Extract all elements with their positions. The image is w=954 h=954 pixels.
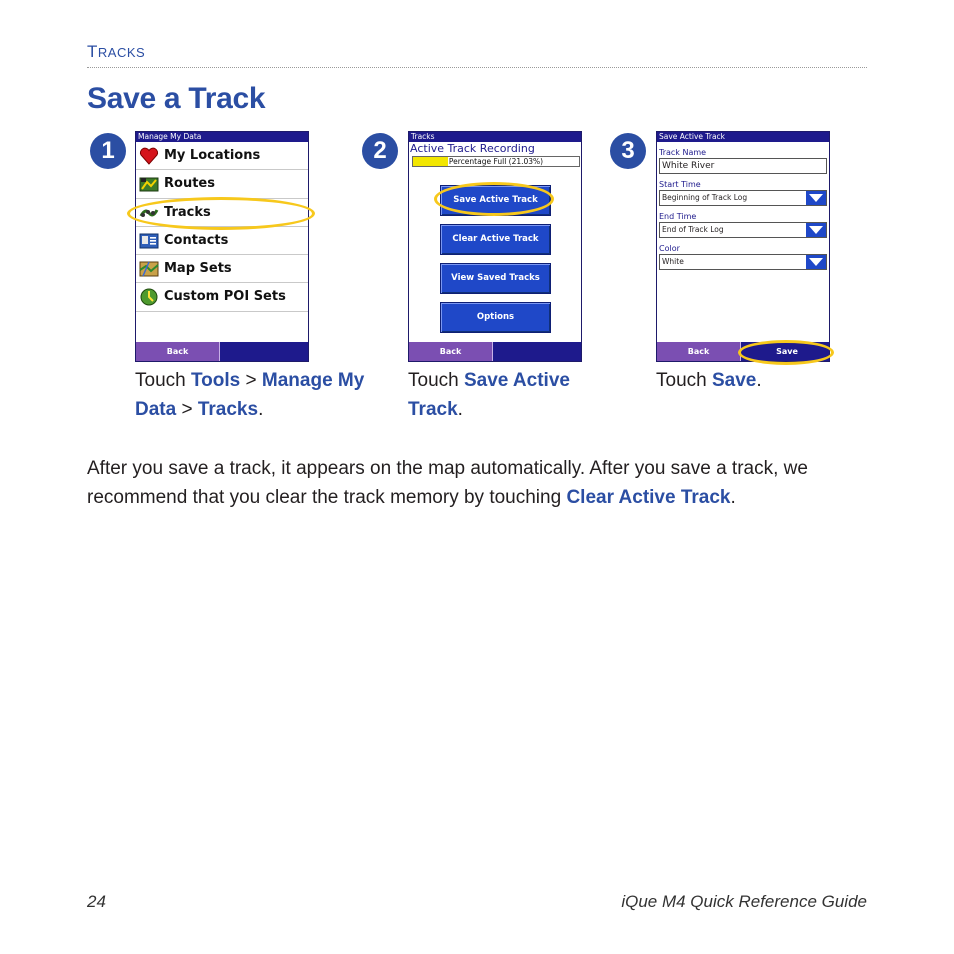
highlight-oval-tracks [127,197,315,230]
caption-text: Touch [408,370,464,391]
end-time-value: End of Track Log [662,225,724,234]
start-time-select[interactable] [659,190,827,206]
options-button[interactable]: Options [440,302,551,333]
paragraph-bold: Clear Active Track [566,487,731,508]
section-header-rest: RACKS [97,45,146,60]
section-header-initial: T [87,42,98,61]
step-number-2: 2 [362,133,398,169]
section-header [87,42,145,62]
map-icon [139,260,159,278]
color-select[interactable] [659,254,827,270]
back-button[interactable]: Back [136,342,220,361]
track-memory-progress-bar [412,156,580,167]
screen-title: Tracks [409,132,581,142]
chevron-down-icon[interactable] [806,191,826,205]
track-name-value: White River [662,161,715,171]
menu-item-label: Custom POI Sets [164,289,286,305]
color-label: Color [659,244,680,253]
highlight-oval-save-active-track [434,182,554,216]
caption-text: Touch [135,370,191,391]
view-saved-tracks-button[interactable]: View Saved Tracks [440,263,551,294]
track-name-label: Track Name [659,148,707,157]
paragraph-text: After you save a track, it appears on the map automatically. After you save a track, we recommend that you clear the track memory by touching [87,458,808,508]
menu-item-label: My Locations [164,148,261,163]
menu-item-my-locations[interactable] [136,142,308,170]
section-divider [87,67,867,68]
caption-text: . [756,370,762,391]
menu-item-custom-poi-sets[interactable] [136,283,308,311]
device-screen-save-active-track [656,131,830,362]
menu-item-label: Contacts [164,232,229,248]
step-2-caption [408,366,608,424]
menu-item-map-sets[interactable] [136,255,308,283]
step-1-caption [135,366,375,424]
page-number: 24 [87,892,106,911]
guide-title: iQue M4 Quick Reference Guide [621,892,867,911]
chevron-down-icon[interactable] [806,223,826,237]
step-3-caption [656,366,856,395]
end-time-select[interactable] [659,222,827,238]
end-time-label: End Time [659,212,697,221]
caption-bold: Manage My Data [135,370,365,420]
caption-text: . [457,399,463,420]
save-button[interactable]: Save [776,347,798,356]
screen-bottom-bar [409,342,581,361]
caption-text: Touch [656,370,712,391]
highlight-oval-save [738,340,834,365]
start-time-label: Start Time [659,180,701,189]
body-paragraph [87,454,877,512]
device-screen-manage-my-data [135,131,309,362]
back-button[interactable]: Back [409,342,493,361]
menu-item-label: Map Sets [164,261,232,277]
caption-bold: Save [711,370,757,391]
start-time-value: Beginning of Track Log [662,193,748,202]
screen-title: Manage My Data [136,132,308,142]
menu-item-contacts[interactable] [136,227,308,255]
chevron-down-icon[interactable] [806,255,826,269]
screen-title: Save Active Track [657,132,829,142]
step-number-1: 1 [90,133,126,169]
caption-bold: Tools [190,370,241,391]
step-number-3: 3 [610,133,646,169]
caption-text: . [258,399,264,420]
screen-bottom-bar [136,342,308,361]
clear-active-track-button[interactable]: Clear Active Track [440,224,551,255]
caption-bold: Tracks [197,399,259,420]
track-name-field[interactable] [659,158,827,174]
route-icon [139,175,159,193]
menu-item-label: Tracks [164,204,211,220]
menu-item-label: Routes [164,176,215,192]
color-value: White [662,257,684,266]
caption-text: > [176,399,198,420]
page-title: Save a Track [87,82,266,115]
contacts-icon [139,232,159,250]
paragraph-end: . [730,487,736,508]
menu-item-routes[interactable] [136,170,308,198]
caption-bold: Save Active Track [408,370,570,420]
screen-subtitle: Active Track Recording [410,142,535,155]
save-active-track-button[interactable]: Save Active Track [440,185,551,216]
progress-text: Percentage Full (21.03%) [448,157,544,166]
poi-icon [139,288,159,306]
heart-icon [139,147,159,165]
caption-text: > [240,370,262,391]
back-button[interactable]: Back [657,342,741,361]
device-screen-tracks [408,131,582,362]
